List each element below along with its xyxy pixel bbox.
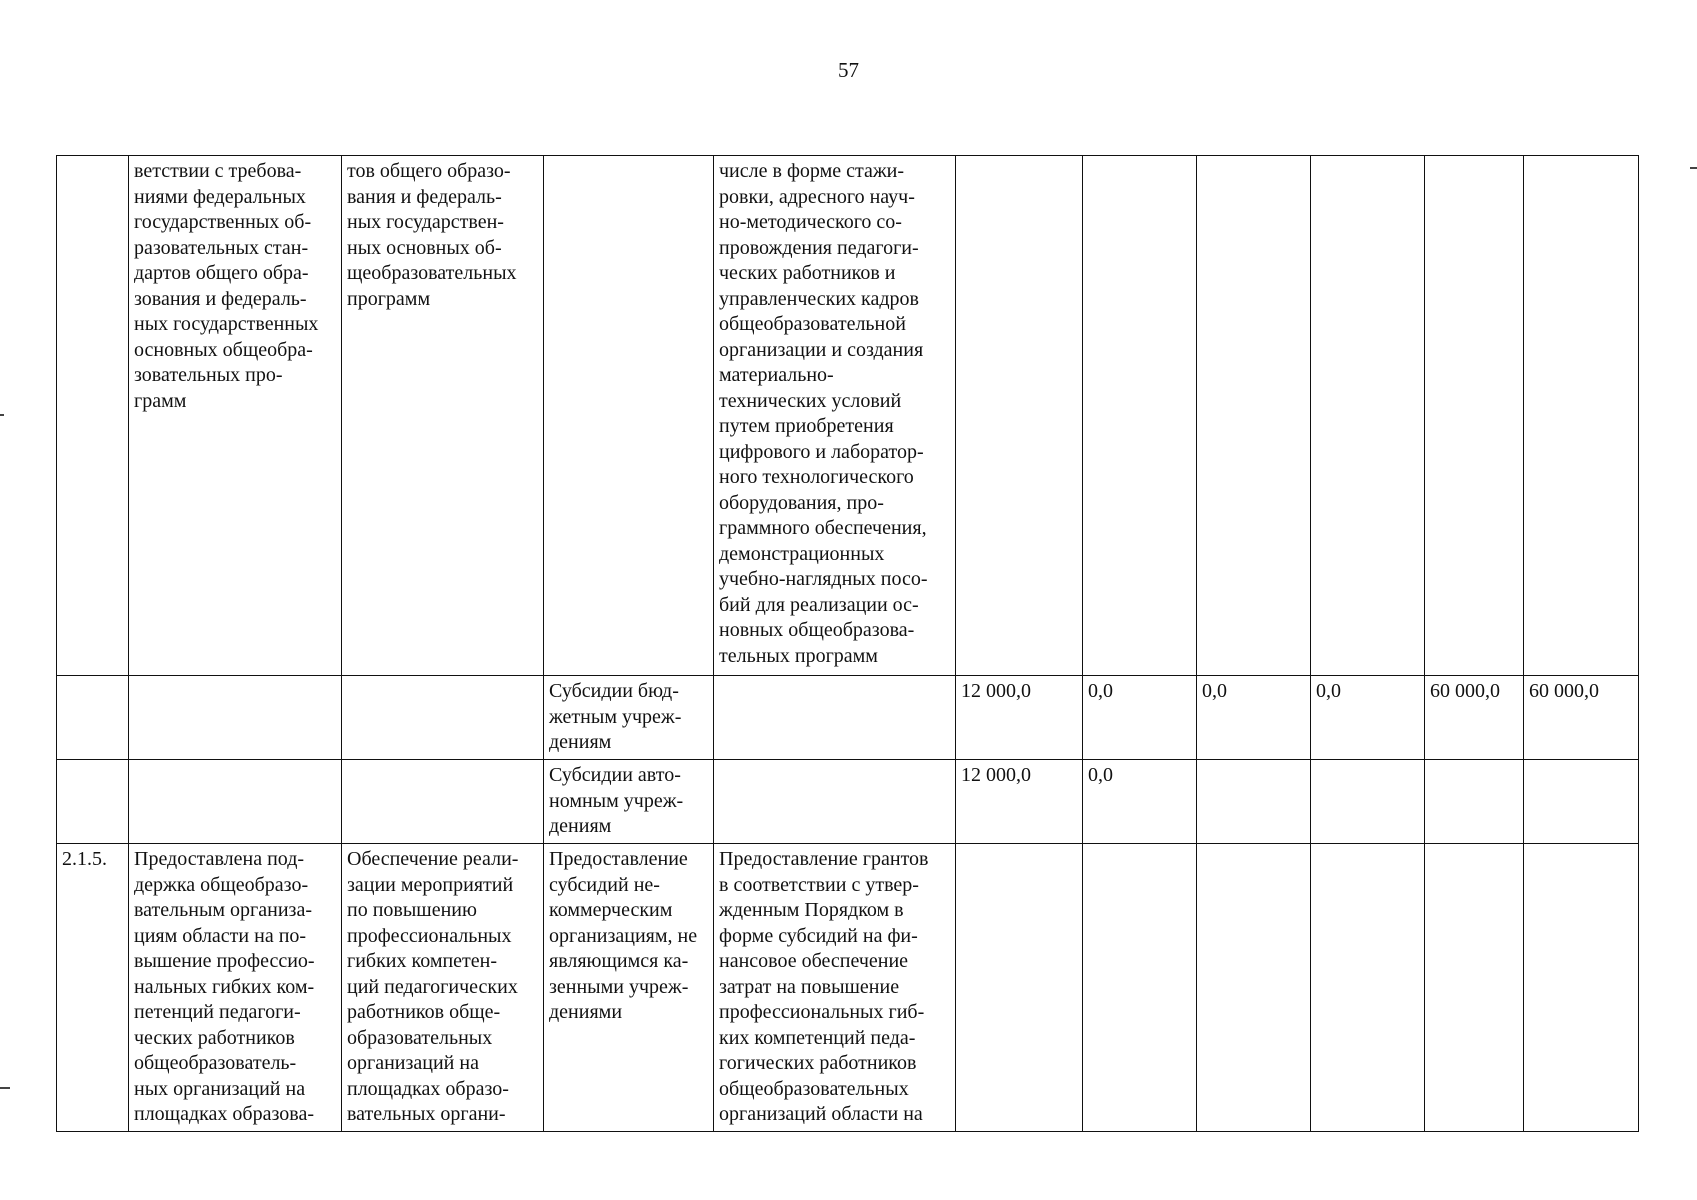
support-type-cell: Субсидии бюд- жетным учреж- дениям bbox=[544, 676, 714, 760]
scan-margin-mark bbox=[1690, 167, 1697, 169]
result-cell bbox=[129, 676, 342, 760]
result-cell: ветствии с требова- ниями федеральных государственных об- разовательных стан- дартов общего обра- зования и федераль- ных государственных основных общеобра- зовательных про- грамм bbox=[129, 156, 342, 676]
amount-cell: 12 000,0 bbox=[956, 760, 1083, 844]
support-type-cell: Субсидии авто- номным учреж- дениям bbox=[544, 760, 714, 844]
measure-cell bbox=[342, 676, 544, 760]
measure-cell: Обеспечение реали- зации мероприятий по повышению профессиональных гибких компетен- ций педагогических работников обще- образовательных организаций на площадках образо- вательных органи- bbox=[342, 844, 544, 1132]
amount-cell: 60 000,0 bbox=[1425, 676, 1524, 760]
amount-cell bbox=[956, 156, 1083, 676]
amount-cell bbox=[1197, 156, 1311, 676]
description-cell bbox=[714, 676, 956, 760]
result-cell: Предоставлена под- держка общеобразо- вательным организа- циям области на по- вышение профессио- нальных гибких ком- петенций педагоги- ческих работников общеобразователь- ных организаций на площадках образова- bbox=[129, 844, 342, 1132]
amount-cell: 60 000,0 bbox=[1524, 676, 1639, 760]
measure-cell bbox=[342, 760, 544, 844]
amount-cell bbox=[1197, 760, 1311, 844]
support-type-cell: Предоставление субсидий не- коммерческим организациям, не являющимся ка- зенными учреж- дениями bbox=[544, 844, 714, 1132]
amount-cell: 0,0 bbox=[1311, 676, 1425, 760]
amount-cell bbox=[1524, 156, 1639, 676]
amount-cell bbox=[1311, 156, 1425, 676]
amount-cell bbox=[1425, 760, 1524, 844]
result-cell bbox=[129, 760, 342, 844]
budget-measures-table bbox=[56, 155, 1639, 1132]
table-row bbox=[57, 676, 1639, 760]
table-row bbox=[57, 844, 1639, 1132]
amount-cell bbox=[1311, 844, 1425, 1132]
amount-cell: 12 000,0 bbox=[956, 676, 1083, 760]
page-number: 57 bbox=[838, 58, 859, 82]
row-number-cell bbox=[57, 676, 129, 760]
row-number-cell bbox=[57, 760, 129, 844]
amount-cell bbox=[1083, 156, 1197, 676]
amount-cell bbox=[1083, 844, 1197, 1132]
row-number-cell: 2.1.5. bbox=[57, 844, 129, 1132]
table-row bbox=[57, 760, 1639, 844]
description-cell: Предоставление грантов в соответствии с утвер- жденным Порядком в форме субсидий на фи- нансовое обеспечение затрат на повышение профессиональных гиб- ких компетенций педа- гогических работников общеобразовательных организаций области на bbox=[714, 844, 956, 1132]
amount-cell bbox=[1524, 844, 1639, 1132]
amount-cell bbox=[956, 844, 1083, 1132]
scan-margin-mark bbox=[0, 1087, 10, 1089]
amount-cell bbox=[1524, 760, 1639, 844]
measure-cell: тов общего образо- вания и федераль- ных государствен- ных основных об- щеобразовательных программ bbox=[342, 156, 544, 676]
amount-cell bbox=[1425, 844, 1524, 1132]
description-cell bbox=[714, 760, 956, 844]
amount-cell bbox=[1197, 844, 1311, 1132]
amount-cell: 0,0 bbox=[1083, 676, 1197, 760]
support-type-cell bbox=[544, 156, 714, 676]
description-cell: числе в форме стажи- ровки, адресного науч- но-методического со- провождения педагоги- ческих работников и управленческих кадров общеобразовательной организации и создания материально- технических условий путем приобретения цифрового и лаборатор- ного технологического оборудования, про- граммного обеспечения, демонстрационных учебно-наглядных посо- бий для реализации ос- новных общеобразова- тельных программ bbox=[714, 156, 956, 676]
amount-cell: 0,0 bbox=[1197, 676, 1311, 760]
row-number-cell bbox=[57, 156, 129, 676]
amount-cell bbox=[1425, 156, 1524, 676]
amount-cell bbox=[1311, 760, 1425, 844]
table-row bbox=[57, 156, 1639, 676]
scan-margin-mark bbox=[0, 414, 4, 416]
amount-cell: 0,0 bbox=[1083, 760, 1197, 844]
